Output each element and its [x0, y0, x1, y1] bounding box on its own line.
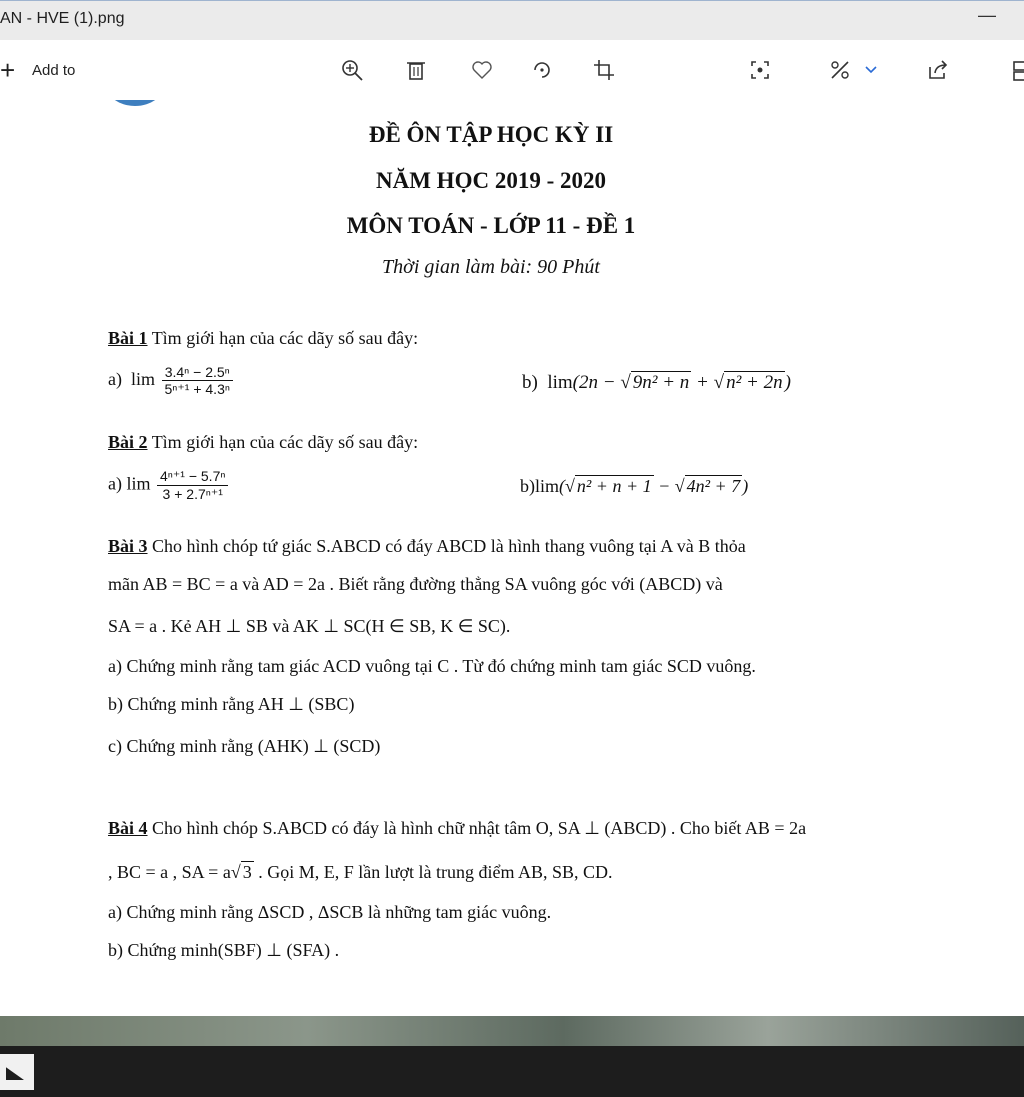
bai4-l2a: , BC = a , SA = a — [108, 862, 231, 882]
window-title: AN - HVE (1).png — [0, 10, 125, 27]
bai1b-mid: + — [691, 372, 714, 393]
document-image — [0, 100, 1024, 1016]
chevron-down-icon[interactable] — [864, 58, 878, 82]
heading-2: NĂM HỌC 2019 - 2020 — [376, 168, 606, 193]
share-icon[interactable] — [926, 58, 950, 82]
bai1-text: Tìm giới hạn của các dãy số sau đây: — [147, 328, 419, 348]
title-bar — [0, 0, 1024, 40]
bai1b-lim: lim — [547, 372, 573, 393]
bai4-line2: , BC = a , SA = a√ 3 . Gọi M, E, F lần lượt là trung điểm AB, SB, CD. — [108, 862, 613, 882]
bai1b-rad1: 9n² + n — [632, 372, 690, 393]
bai2b-mid: − — [653, 476, 675, 496]
logo — [105, 100, 165, 106]
bai3-text1: Cho hình chóp tứ giác S.ABCD có đáy ABCD là hình thang vuông tại A và B thỏa — [147, 536, 746, 556]
favorite-icon[interactable] — [470, 58, 494, 82]
bai4-l2rad: 3 — [242, 862, 252, 882]
rotate-icon[interactable] — [530, 58, 554, 82]
bai2-label: Bài 2 — [108, 432, 148, 452]
background-photo-strip — [0, 1016, 1024, 1046]
bai2a-label: a) — [108, 473, 122, 494]
bai3-line2: mãn AB = BC = a và AD = 2a . Biết rằng đường thẳng SA vuông góc với (ABCD) và — [108, 574, 723, 594]
bai1a-lim: lim — [130, 369, 155, 390]
bai4-l2b: . Gọi M, E, F lần lượt là trung điểm AB, SB, CD. — [253, 862, 613, 882]
bai2b: b)lim(√ n² + n + 1 − √ 4n² + 7 ) — [520, 476, 749, 496]
bai2b-lim: lim — [535, 476, 560, 496]
bai1b-end: ) — [784, 372, 791, 393]
bai1a — [108, 364, 235, 398]
bai3-line1 — [108, 536, 746, 557]
bai4-part-b: b) Chứng minh(SBF) ⊥ (SFA) . — [108, 940, 340, 960]
bai2a-lim: lim — [126, 473, 151, 494]
bai3-label: Bài 3 — [108, 536, 148, 556]
taskbar — [0, 1046, 1024, 1097]
bai2b-rad1: n² + n + 1 — [576, 476, 652, 496]
heading-1: ĐỀ ÔN TẬP HỌC KỲ II — [368, 122, 614, 147]
bai1a-fraction — [162, 364, 233, 398]
bai1b-expr1: (2n − — [572, 372, 621, 393]
bai1a-num: 3.4ⁿ − 2.5ⁿ — [162, 364, 233, 381]
bai2b-rad2: 4n² + 7 — [686, 476, 741, 496]
bai2b-open: ( — [559, 476, 566, 496]
bai3-part-a: a) Chứng minh rằng tam giác ACD vuông tại C . Từ đó chứng minh tam giác SCD vuông. — [108, 656, 756, 676]
add-to-button[interactable]: Add to — [32, 62, 76, 79]
bai2a-den: 3 + 2.7ⁿ⁺¹ — [162, 486, 223, 502]
add-icon[interactable]: + — [0, 55, 16, 85]
delete-icon[interactable] — [404, 58, 428, 82]
bai4-label: Bài 4 — [108, 818, 148, 838]
print-icon[interactable] — [1012, 58, 1024, 82]
minimize-button[interactable]: — — [978, 5, 996, 25]
bai2a — [108, 468, 230, 503]
bai1-heading — [108, 328, 418, 349]
bai4-line1 — [108, 818, 806, 839]
crop-icon[interactable] — [592, 58, 616, 82]
bai2a-fraction — [157, 468, 228, 503]
bai2-text: Tìm giới hạn của các dãy số sau đây: — [147, 432, 419, 452]
bai3-line3: SA = a . Kẻ AH ⊥ SB và AK ⊥ SC(H ∈ SB, K ∈ SC). — [108, 616, 511, 636]
bai1b: b) lim(2n − √ 9n² + n + √ n² + 2n ) — [522, 372, 791, 393]
photos-app-icon[interactable] — [0, 1054, 34, 1090]
bai1a-label: a) — [108, 369, 122, 390]
zoom-in-icon[interactable] — [340, 58, 364, 82]
enhance-icon[interactable] — [748, 58, 772, 82]
bai3-part-b: b) Chứng minh rằng AH ⊥ (SBC) — [108, 694, 355, 714]
bai1-label: Bài 1 — [108, 328, 148, 348]
bai1b-rad2: n² + 2n — [726, 372, 783, 393]
bai3-part-c: c) Chứng minh rằng (AHK) ⊥ (SCD) — [108, 736, 381, 756]
bai4-part-a: a) Chứng minh rằng ΔSCD , ΔSCB là những tam giác vuông. — [108, 902, 552, 922]
time-note: Thời gian làm bài: 90 Phút — [382, 256, 600, 278]
edit-icon[interactable] — [828, 58, 852, 82]
bai4-text1: Cho hình chóp S.ABCD có đáy là hình chữ nhật tâm O, SA ⊥ (ABCD) . Cho biết AB = 2a — [147, 818, 807, 838]
heading-3: MÔN TOÁN - LỚP 11 - ĐỀ 1 — [346, 213, 636, 238]
bai2b-end: ) — [742, 476, 749, 496]
bai2b-label: b) — [520, 476, 535, 496]
bai2a-num: 4ⁿ⁺¹ − 5.7ⁿ — [157, 468, 228, 486]
bai1b-label: b) — [522, 372, 538, 393]
bai1a-den: 5ⁿ⁺¹ + 4.3ⁿ — [164, 381, 230, 397]
bai2-heading — [108, 432, 418, 453]
